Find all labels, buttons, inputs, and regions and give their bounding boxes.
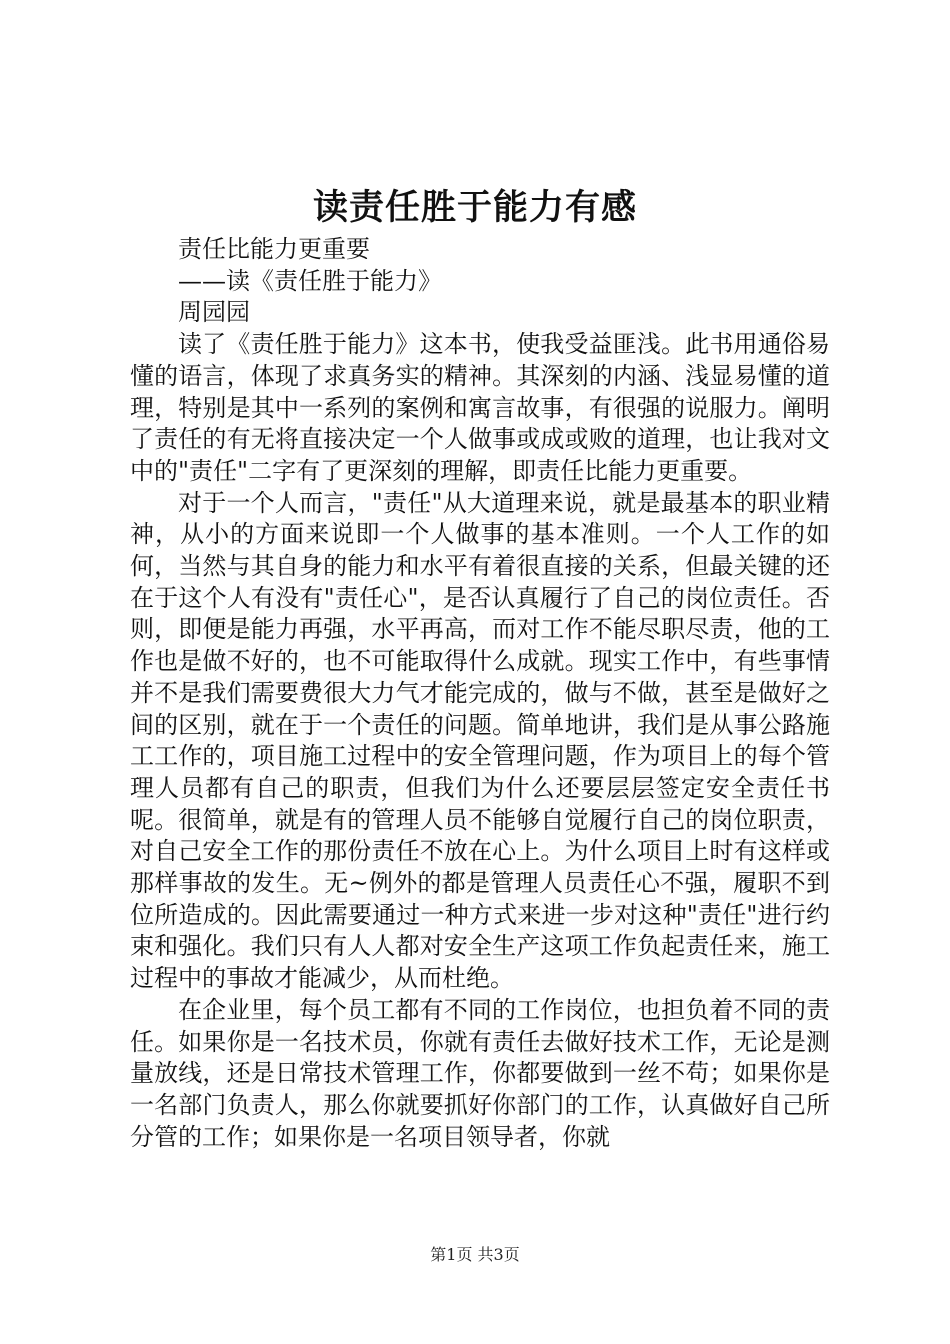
subtitle-line: ——读《责任胜于能力》 [178, 266, 442, 295]
document-title: 读责任胜于能力有感 [312, 187, 637, 228]
document-body [130, 234, 830, 1153]
page-footer: 第1页 共3页 [430, 1245, 520, 1264]
subtitle-line: 责任比能力更重要 [178, 235, 370, 263]
body-paragraph: 对于一个人而言，"责任"从大道理来说，就是最基本的职业精神，从小的方面来说即一个人做事的基本准则。一个人工作的如何，当然与其自身的能力和水平有着很直接的关系，但最关键的还在于这个人有没有"责任心"，是否认真履行了自己的岗位责任。否则，即便是能力再强，水平再高，而对工作不能尽职尽责，他的工作也是做不好的，也不可能取得什么成就。现实工作中，有些事情并不是我们需要费很大力气才能完成的，做与不做，甚至是做好之间的区别，就在于一个责任的问题。简单地讲，我们是从事公路施工工作的，项目施工过程中的安全管理问题，作为项目上的每个管理人员都有自己的职责，但我们为什么还要层层签定安全责任书呢。很简单，就是有的管理人员不能够自觉履行自己的岗位职责，对自己安全工作的那份责任不放在心上。为什么项目上时有这样或那样事故的发生。无~例外的都是管理人员责任心不强，履职不到位所造成的。因此需要通过一种方式来进一步对这种"责任"进行约束和强化。我们只有人人都对安全生产这项工作负起责任来，施工过程中的事故才能减少，从而杜绝。 [130, 488, 830, 993]
body-paragraph: 在企业里，每个员工都有不同的工作岗位，也担负着不同的责任。如果你是一名技术员，你就有责任去做好技术工作，无论是测量放线，还是日常技术管理工作，你都要做到一丝不苟；如果你是一名部门负责人，那么你就要抓好你部门的工作，认真做好自己所分管的工作；如果你是一名项目领导者，你就 [130, 995, 830, 1151]
author-line: 周园园 [178, 298, 250, 327]
body-paragraph: 读了《责任胜于能力》这本书，使我受益匪浅。此书用通俗易懂的语言，体现了求真务实的精神。其深刻的内涵、浅显易懂的道理，特别是其中一系列的案例和寓言故事，有很强的说服力。阐明了责任的有无将直接决定一个人做事或成或败的道理，也让我对文中的"责任"二字有了更深刻的理解，即责任比能力更重要。 [130, 330, 830, 485]
